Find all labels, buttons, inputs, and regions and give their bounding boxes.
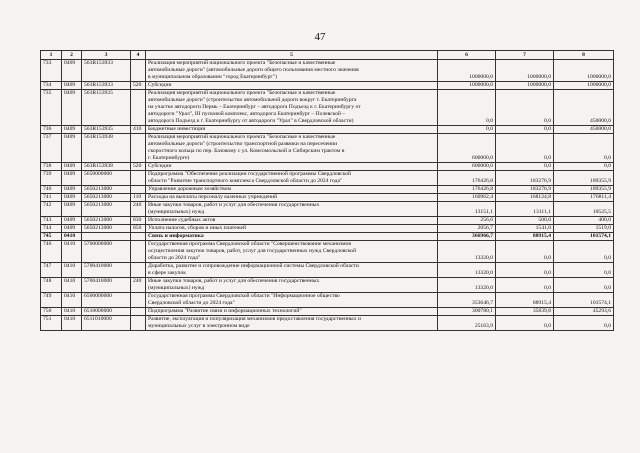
table-row [41, 82, 614, 90]
amount-year2-cell: 35839,8 [496, 308, 554, 316]
amount-year1-cell: 1000000,0 [438, 60, 496, 82]
amount-year1-cell: 600000,0 [438, 163, 496, 171]
section-code-cell: 0410 [62, 316, 82, 331]
amount-year1-cell: 353646,7 [438, 293, 496, 308]
target-article-cell: 5700410000 [82, 263, 131, 278]
item-name-cell: Реализация мероприятий национального проекта "Безопасные и качественные автомобильные дороги" (автомобильные дороги общего пользования местного значения в муниципальном образовании "город Екатеринбург") [146, 60, 438, 82]
row-number-cell: 736 [41, 126, 62, 134]
amount-year3-cell: 0,0 [554, 134, 614, 163]
amount-year1-cell: 13320,0 [438, 278, 496, 293]
item-name-cell: Иные закупки товаров, работ и услуг для обеспечения государственных (муниципальных) нужд [146, 278, 438, 293]
amount-year2-cell: 88915,4 [496, 233, 554, 241]
row-number-cell: 733 [41, 60, 62, 82]
section-code-cell: 0410 [62, 241, 82, 263]
section-code-cell: 0409 [62, 217, 82, 225]
amount-year1-cell: 25163,9 [438, 316, 496, 331]
section-code-cell: 0409 [62, 134, 82, 163]
row-number-cell: 738 [41, 163, 62, 171]
row-number-cell: 744 [41, 225, 62, 233]
row-number-cell: 748 [41, 278, 62, 293]
table-row [41, 194, 614, 202]
section-code-cell: 0409 [62, 90, 82, 126]
amount-year3-cell: 101574,1 [554, 293, 614, 308]
expense-type-cell [131, 60, 146, 82]
amount-year2-cell: 168124,8 [496, 194, 554, 202]
section-code-cell: 0409 [62, 171, 82, 186]
section-code-cell: 0409 [62, 82, 82, 90]
amount-year3-cell: 101574,1 [554, 233, 614, 241]
amount-year2-cell: 88915,4 [496, 293, 554, 308]
amount-year2-cell: 0,0 [496, 263, 554, 278]
expense-type-cell [131, 293, 146, 308]
table-row [41, 241, 614, 263]
amount-year3-cell: 0,0 [554, 316, 614, 331]
item-name-cell: Расходы на выплаты персоналу казенных учреждений [146, 194, 438, 202]
amount-year1-cell: 256,6 [438, 217, 496, 225]
expense-type-cell [131, 316, 146, 331]
target-article-cell: 563R153938 [82, 163, 131, 171]
item-name-cell: Подпрограмма "Развитие связи и информационных технологий" [146, 308, 438, 316]
row-number-cell: 747 [41, 263, 62, 278]
target-article-cell: 5650213000 [82, 217, 131, 225]
amount-year3-cell: 45293,6 [554, 308, 614, 316]
table-row [41, 308, 614, 316]
table-row [41, 225, 614, 233]
target-article-cell: 563R153935 [82, 90, 131, 126]
target-article-cell: 5650213000 [82, 186, 131, 194]
header-cell: 8 [554, 51, 614, 60]
target-article-cell: 6510000000 [82, 308, 131, 316]
target-article-cell [82, 233, 131, 241]
target-article-cell: 5650213000 [82, 202, 131, 217]
item-name-cell: Подпрограмма "Обеспечение реализации государственной программы Свердловской области "Развитие транспортного комплекса Свердловской области до 2024 года" [146, 171, 438, 186]
row-number-cell: 742 [41, 202, 62, 217]
amount-year3-cell: 10525,5 [554, 202, 614, 217]
section-code-cell: 0410 [62, 308, 82, 316]
amount-year2-cell: 183276,9 [496, 186, 554, 194]
amount-year1-cell: 1000000,0 [438, 82, 496, 90]
item-name-cell: Реализация мероприятий национального проекта "Безопасные и качественные автомобильные дороги" (строительство автомобильной дороги вокруг г. Екатеринбурга на участке автодороги Пермь – Екатеринбург – автодорога Подъезд к г. Екатеринбургу от автодороги "Урал", III пусковой комплекс, автодорога Екатеринбург – Полевской – автодорога Подъезд к г. Екатеринбургу от автодороги "Урал" в Свердловской области) [146, 90, 438, 126]
amount-year3-cell: 0,0 [554, 278, 614, 293]
table-row [41, 233, 614, 241]
expense-type-cell: 410 [131, 126, 146, 134]
header-cell: 7 [496, 51, 554, 60]
expense-type-cell [131, 90, 146, 126]
amount-year3-cell: 400,0 [554, 217, 614, 225]
table-row [41, 171, 614, 186]
amount-year2-cell: 1000000,0 [496, 60, 554, 82]
amount-year2-cell: 0,0 [496, 278, 554, 293]
header-cell: 4 [131, 51, 146, 60]
section-code-cell: 0409 [62, 60, 82, 82]
header-cell: 6 [438, 51, 496, 60]
item-name-cell: Исполнение судебных актов [146, 217, 438, 225]
target-article-cell: 563R153933 [82, 82, 131, 90]
row-number-cell: 741 [41, 194, 62, 202]
amount-year3-cell: 1000000,0 [554, 60, 614, 82]
amount-year3-cell: 176811,4 [554, 194, 614, 202]
section-code-cell: 0409 [62, 163, 82, 171]
target-article-cell: 6500000000 [82, 293, 131, 308]
amount-year3-cell: 189355,9 [554, 186, 614, 194]
amount-year1-cell: 13320,0 [438, 263, 496, 278]
amount-year3-cell: 450000,0 [554, 90, 614, 126]
expense-type-cell [131, 233, 146, 241]
expense-type-cell: 240 [131, 202, 146, 217]
item-name-cell: Управление дорожным хозяйством [146, 186, 438, 194]
amount-year2-cell: 0,0 [496, 241, 554, 263]
amount-year2-cell: 0,0 [496, 90, 554, 126]
item-name-cell: Доработка, развитие и сопровождение информационной системы Свердловской области в сфере закупок [146, 263, 438, 278]
page-number: 47 [314, 31, 326, 43]
expense-type-cell: 830 [131, 217, 146, 225]
item-name-cell: Иные закупки товаров, работ и услуг для обеспечения государственных (муниципальных) нужд [146, 202, 438, 217]
expense-type-cell [131, 308, 146, 316]
table-row [41, 60, 614, 82]
amount-year2-cell: 1000000,0 [496, 82, 554, 90]
table-row [41, 293, 614, 308]
amount-year1-cell: 366966,7 [438, 233, 496, 241]
amount-year3-cell: 189355,9 [554, 171, 614, 186]
amount-year3-cell: 450000,0 [554, 126, 614, 134]
expense-type-cell: 850 [131, 225, 146, 233]
amount-year1-cell: 176426,8 [438, 186, 496, 194]
section-code-cell: 0410 [62, 278, 82, 293]
expense-type-cell [131, 241, 146, 263]
amount-year1-cell: 176426,8 [438, 171, 496, 186]
table-row [41, 163, 614, 171]
header-cell: 1 [41, 51, 62, 60]
section-code-cell: 0409 [62, 126, 82, 134]
target-article-cell: 563R153933 [82, 60, 131, 82]
amount-year1-cell: 0,0 [438, 90, 496, 126]
target-article-cell: 5650000000 [82, 171, 131, 186]
item-name-cell: Связь и информатика [146, 233, 438, 241]
section-code-cell: 0409 [62, 225, 82, 233]
item-name-cell: Субсидии [146, 82, 438, 90]
row-number-cell: 751 [41, 316, 62, 331]
target-article-cell: 563R153935 [82, 126, 131, 134]
table-row [41, 217, 614, 225]
row-number-cell: 743 [41, 217, 62, 225]
expense-type-cell: 520 [131, 82, 146, 90]
amount-year1-cell: 600000,0 [438, 134, 496, 163]
budget-table [40, 50, 614, 331]
expense-type-cell [131, 186, 146, 194]
section-code-cell: 0409 [62, 202, 82, 217]
amount-year3-cell: 0,0 [554, 241, 614, 263]
item-name-cell: Развитие, эксплуатация и популяризация механизмов предоставления государственных и муниципальных услуг в электронном виде [146, 316, 438, 331]
amount-year2-cell: 183276,9 [496, 171, 554, 186]
amount-year2-cell: 0,0 [496, 316, 554, 331]
header-cell: 3 [82, 51, 131, 60]
row-number-cell: 740 [41, 186, 62, 194]
row-number-cell: 745 [41, 233, 62, 241]
section-code-cell: 0410 [62, 233, 82, 241]
table-row [41, 263, 614, 278]
table-row [41, 316, 614, 331]
table-row [41, 126, 614, 134]
amount-year3-cell: 1000000,0 [554, 82, 614, 90]
row-number-cell: 735 [41, 90, 62, 126]
amount-year1-cell: 2056,7 [438, 225, 496, 233]
target-article-cell: 5700000000 [82, 241, 131, 263]
header-row [41, 51, 614, 60]
section-code-cell: 0410 [62, 293, 82, 308]
table-row [41, 134, 614, 163]
section-code-cell: 0409 [62, 186, 82, 194]
expense-type-cell [131, 263, 146, 278]
amount-year2-cell: 0,0 [496, 134, 554, 163]
row-number-cell: 750 [41, 308, 62, 316]
amount-year2-cell: 0,0 [496, 126, 554, 134]
target-article-cell: 5700410000 [82, 278, 131, 293]
row-number-cell: 739 [41, 171, 62, 186]
target-article-cell: 6511010000 [82, 316, 131, 331]
amount-year2-cell: 0,0 [496, 163, 554, 171]
table-row [41, 90, 614, 126]
amount-year2-cell: 500,0 [496, 217, 554, 225]
amount-year3-cell: 0,0 [554, 163, 614, 171]
amount-year1-cell: 160962,4 [438, 194, 496, 202]
section-code-cell: 0410 [62, 263, 82, 278]
expense-type-cell [131, 134, 146, 163]
header-cell: 2 [62, 51, 82, 60]
header-cell: 5 [146, 51, 438, 60]
amount-year3-cell: 0,0 [554, 263, 614, 278]
amount-year3-cell: 1519,0 [554, 225, 614, 233]
section-code-cell: 0409 [62, 194, 82, 202]
amount-year1-cell: 13151,1 [438, 202, 496, 217]
target-article-cell: 5650213000 [82, 194, 131, 202]
row-number-cell: 749 [41, 293, 62, 308]
amount-year1-cell: 13320,0 [438, 241, 496, 263]
row-number-cell: 746 [41, 241, 62, 263]
expense-type-cell: 240 [131, 278, 146, 293]
amount-year2-cell: 13111,1 [496, 202, 554, 217]
item-name-cell: Субсидии [146, 163, 438, 171]
expense-type-cell: 520 [131, 163, 146, 171]
item-name-cell: Реализация мероприятий национального проекта "Безопасные и качественные автомобильные дороги" (строительство транспортной развязки на пересечении скоростного кольца по пер. Базовому с ул. Комсомольской и Сибирским трактом в г. Екатеринбурге) [146, 134, 438, 163]
amount-year2-cell: 1541,0 [496, 225, 554, 233]
row-number-cell: 734 [41, 82, 62, 90]
table-row [41, 278, 614, 293]
item-name-cell: Уплата налогов, сборов и иных платежей [146, 225, 438, 233]
amount-year1-cell: 0,0 [438, 126, 496, 134]
row-number-cell: 737 [41, 134, 62, 163]
target-article-cell: 5650213000 [82, 225, 131, 233]
item-name-cell: Бюджетные инвестиции [146, 126, 438, 134]
table-row [41, 186, 614, 194]
table-row [41, 202, 614, 217]
expense-type-cell: 110 [131, 194, 146, 202]
item-name-cell: Государственная программа Свердловской области "Совершенствование механизмов осуществления закупок товаров, работ, услуг для государственных нужд Свердловской области до 2024 года" [146, 241, 438, 263]
expense-type-cell [131, 171, 146, 186]
item-name-cell: Государственная программа Свердловской области "Информационное общество Свердловской области до 2024 года" [146, 293, 438, 308]
target-article-cell: 563R153938 [82, 134, 131, 163]
amount-year1-cell: 300780,1 [438, 308, 496, 316]
